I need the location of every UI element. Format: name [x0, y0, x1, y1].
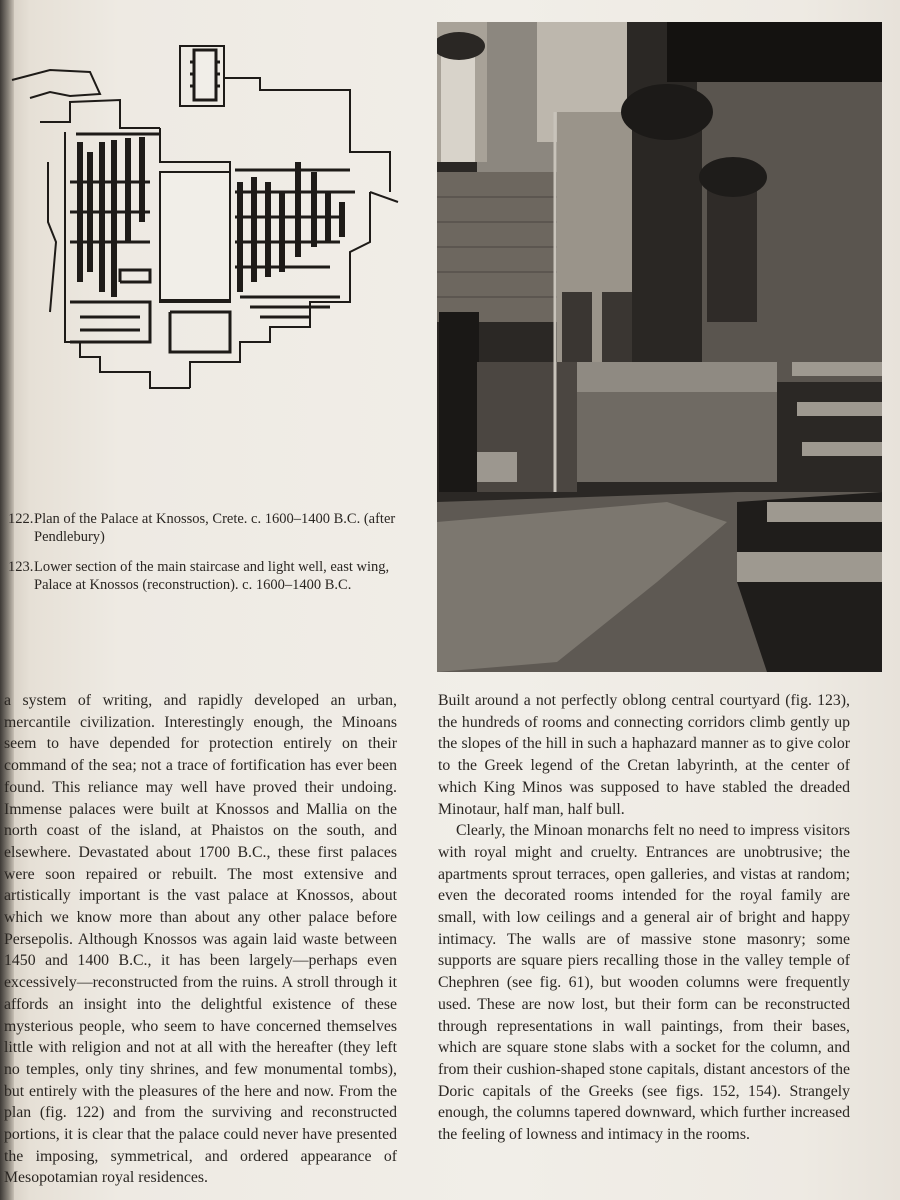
paragraph: Built around a not perfectly oblong central courtyard (fig. 123), the hundreds of rooms and connecting corridors climb gently up the slopes of the hill in such a haphazard manner as to give color to the Greek legend of the Cretan labyrinth, at the center of which King Minos was supposed to have stabled the dreaded Minotaur, half man, half bull. [438, 692, 850, 818]
body-text-right-column [438, 690, 850, 1146]
paragraph: a system of writing, and rapidly developed an urban, mercantile civilization. Interestingly enough, the Minoans seem to have depended for protection entirely on their command of the sea; not a trace of fortification has ever been found. This reliance may well have proved their undoing. Immense palaces were built at Knossos and Mallia on the north coast of the island, at Phaistos on the south, and elsewhere. Devastated about 1700 B.C., these first palaces were soon repaired or rebuilt. The most extensive and artistically important is the vast palace at Knossos, about which we know more than about any other palace before Persepolis. Although Knossos was again laid waste between 1450 and 1400 B.C., it has been largely—perhaps even excessively—reconstructed from the ruins. A stroll through it affords an insight into the delightful existence of these mysterious people, who seem to have concerned themselves little with religion and not at all with the hereafter (they left no temples, only tiny shrines, and few monumental tombs), but entirely with the pleasures of the here and now. From the plan (fig. 122) and from the surviving and reconstructed portions, it is clear that the palace could never have presented the imposing, symmetrical, and ordered appearance of Mesopotamian royal residences. [4, 692, 397, 1187]
palace-plan-figure [10, 42, 402, 392]
caption-text: Plan of the Palace at Knossos, Crete. c. 1600–1400 B.C. (after Pendlebury) [34, 511, 396, 545]
figure-captions [8, 510, 408, 606]
floor-plan-drawing-icon [10, 42, 402, 392]
caption-text: Lower section of the main staircase and light well, east wing, Palace at Knossos (reconstruction). c. 1600–1400 B.C. [34, 559, 390, 593]
staircase-photo-figure [437, 22, 882, 672]
caption-122 [8, 510, 408, 546]
staircase-photograph-icon [437, 22, 882, 672]
paragraph: Clearly, the Minoan monarchs felt no need to impress visitors with royal might and cruelty. Entrances are unobtrusive; the apartments sprout terraces, open galleries, and vistas at random; even the decorated rooms intended for the royal family are small, with low ceilings and a general air of bright and happy intimacy. The walls are of massive stone masonry; some supports are square piers recalling those in the valley temple of Chephren (see fig. 61), but wooden columns were frequently used. These are now lost, but their form can be reconstructed through representations in wall paintings, from their bases, which are square stone slabs with a socket for the column, and from their cushion-shaped stone capitals, distant ancestors of the Doric capitals of the Greeks (see figs. 152, 154). Strangely enough, the columns tapered downward, which further increased the feeling of lowness and intimacy in the rooms. [438, 822, 850, 1144]
caption-123 [8, 558, 408, 594]
body-text-left-column [4, 690, 397, 1189]
caption-number: 123. [8, 559, 34, 575]
caption-number: 122. [8, 511, 34, 527]
